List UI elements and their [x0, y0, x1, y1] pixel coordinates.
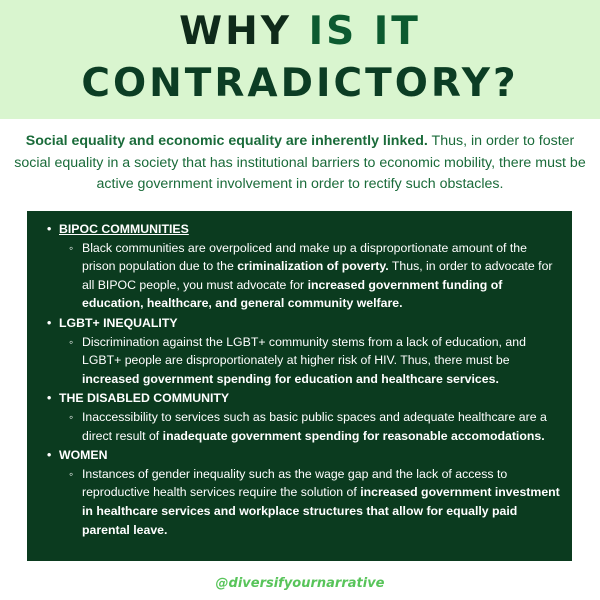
section-heading-lgbt: • LGBT+ INEQUALITY — [45, 314, 562, 333]
intro-text: Thus, in order to foster social equality in a society that has institutional barriers to economic mobility, there must be active government involvement in order to rectify such obstacles. — [14, 133, 586, 192]
title-line-2: CONTRADICTORY? — [81, 61, 519, 106]
section-heading-women: • WOMEN — [45, 446, 562, 465]
section-text-bipoc: ◦ Black communities are overpoliced and make up a disproportionate amount of the prison population due to the criminalization of poverty. Thus, in order to advocate for all BIPOC people, you must advocate for increased government funding of education, healthcare, and general community welfare. — [45, 239, 562, 313]
section-text-lgbt: ◦ Discrimination against the LGBT+ community stems from a lack of education, and LGBT+ people are disproportionately at higher risk of HIV. Thus, there must be increased government spending for education and healthcare services. — [45, 333, 562, 389]
intro-bold: Social equality and economic equality are inherently linked. — [25, 133, 428, 149]
section-heading-disabled: • THE DISABLED COMMUNITY — [45, 389, 562, 408]
title-banner — [0, 0, 600, 119]
content-panel — [27, 211, 572, 561]
section-heading-bipoc: • BIPOC COMMUNITIES — [45, 220, 562, 239]
bullet-list — [45, 220, 562, 540]
intro-paragraph — [14, 131, 586, 196]
footer-handle: @diversifyournarrative — [215, 576, 385, 591]
section-text-women: ◦ Instances of gender inequality such as the wage gap and the lack of access to reproductive health services require the solution of increased government investment in healthcare services and workplace structures that allow for equally paid parental leave. — [45, 465, 562, 539]
section-text-disabled: ◦ Inaccessibility to services such as basic public spaces and adequate healthcare are a direct result of inadequate government spending for reasonable accomodations. — [45, 408, 562, 445]
title-line-1: WHY IS IT — [179, 9, 421, 54]
